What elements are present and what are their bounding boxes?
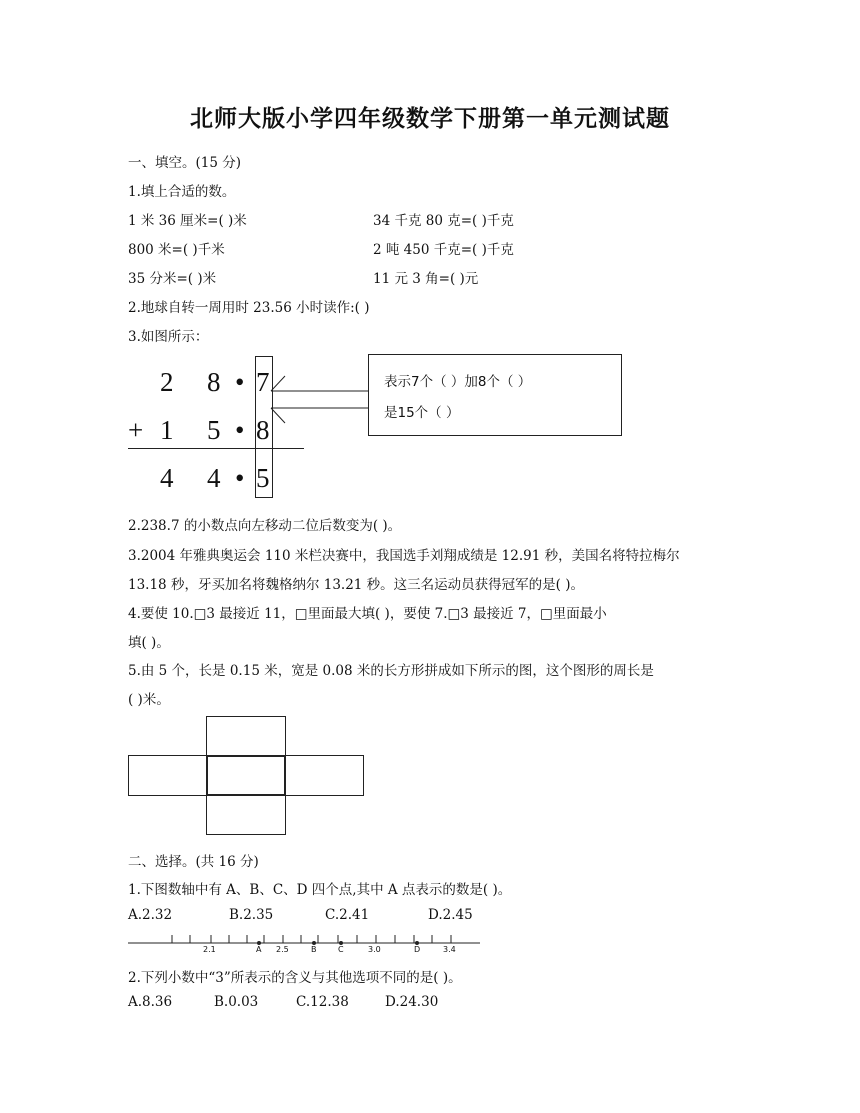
section1-heading: 一、填空。(15 分) bbox=[128, 155, 242, 171]
option: D.2.45 bbox=[428, 907, 473, 923]
fill-item: 1 米 36 厘米=( )米 bbox=[128, 213, 247, 229]
option: C.2.41 bbox=[325, 907, 370, 923]
q6-text-line2: 填( )。 bbox=[128, 635, 170, 651]
digit: 5 bbox=[207, 415, 221, 445]
q6-text-line1: 4.要使 10.□3 最接近 11，□里面最大填( )，要使 7.□3 最接近 7，□里面最小 bbox=[128, 606, 607, 622]
tick-label: 3.0 bbox=[368, 945, 381, 954]
fill-item: 11 元 3 角=( )元 bbox=[373, 271, 479, 287]
digit: 7 bbox=[256, 367, 270, 397]
q3-prompt: 3.如图所示： bbox=[128, 329, 209, 345]
option: D.24.30 bbox=[385, 994, 439, 1010]
q7-text-line1: 5.由 5 个，长是 0.15 米，宽是 0.08 米的长方形拼成如下所示的图，这个图形的周长是 bbox=[128, 663, 654, 679]
fill-item: 800 米=( )千米 bbox=[128, 242, 225, 258]
fill-item: 2 吨 450 千克=( )千克 bbox=[373, 242, 514, 258]
digit: 2 bbox=[160, 367, 174, 397]
digit: 8 bbox=[207, 367, 221, 397]
digit: 8 bbox=[256, 415, 270, 445]
option: B.0.03 bbox=[214, 994, 259, 1010]
page-title: 北师大版小学四年级数学下册第一单元测试题 bbox=[190, 105, 670, 132]
q1-prompt: 1.填上合适的数。 bbox=[128, 184, 236, 200]
decimal-point: • bbox=[235, 367, 245, 397]
digit: 4 bbox=[207, 463, 221, 493]
option: A.8.36 bbox=[128, 994, 173, 1010]
plus-sign: + bbox=[128, 415, 144, 445]
tick-label: 3.4 bbox=[443, 945, 456, 954]
option: A.2.32 bbox=[128, 907, 173, 923]
q5-text-line1: 3.2004 年雅典奥运会 110 米栏决赛中，我国选手刘翔成绩是 12.91 秒，美国名将特拉梅尔 bbox=[128, 548, 680, 564]
fill-item: 35 分米=( )米 bbox=[128, 271, 217, 287]
decimal-point: • bbox=[235, 463, 245, 493]
q5-text-line2: 13.18 秒，牙买加名将魏格纳尔 13.21 秒。这三名运动员获得冠军的是( )。 bbox=[128, 577, 584, 593]
q7-text-line2: ( )米。 bbox=[128, 692, 170, 708]
option: B.2.35 bbox=[229, 907, 274, 923]
digit: 5 bbox=[256, 463, 270, 493]
digit: 1 bbox=[160, 415, 174, 445]
s2-q2-prompt: 2.下列小数中“3”所表示的含义与其他选项不同的是( )。 bbox=[128, 970, 462, 986]
digit: 4 bbox=[160, 463, 174, 493]
fill-item: 34 千克 80 克=( )千克 bbox=[373, 213, 514, 229]
section2-heading: 二、选择。(共 16 分) bbox=[128, 854, 259, 870]
q4-text: 2.238.7 的小数点向左移动二位后数变为( )。 bbox=[128, 518, 402, 534]
option: C.12.38 bbox=[296, 994, 349, 1010]
callout-line-2: 是15个（ ） bbox=[384, 405, 460, 421]
point-label: C bbox=[338, 945, 344, 954]
point-label: D bbox=[414, 945, 421, 954]
decimal-point: • bbox=[235, 415, 245, 445]
s2-q1-prompt: 1.下图数轴中有 A、B、C、D 四个点,其中 A 点表示的数是( )。 bbox=[128, 882, 512, 898]
callout-line-1: 表示7个（ ）加8个（ ） bbox=[384, 374, 532, 390]
q2-text: 2.地球自转一周用时 23.56 小时读作:( ) bbox=[128, 300, 370, 316]
tick-label: 2.1 bbox=[203, 945, 216, 954]
point-label: B bbox=[311, 945, 317, 954]
point-label: A bbox=[256, 945, 262, 954]
tick-label: 2.5 bbox=[276, 945, 289, 954]
